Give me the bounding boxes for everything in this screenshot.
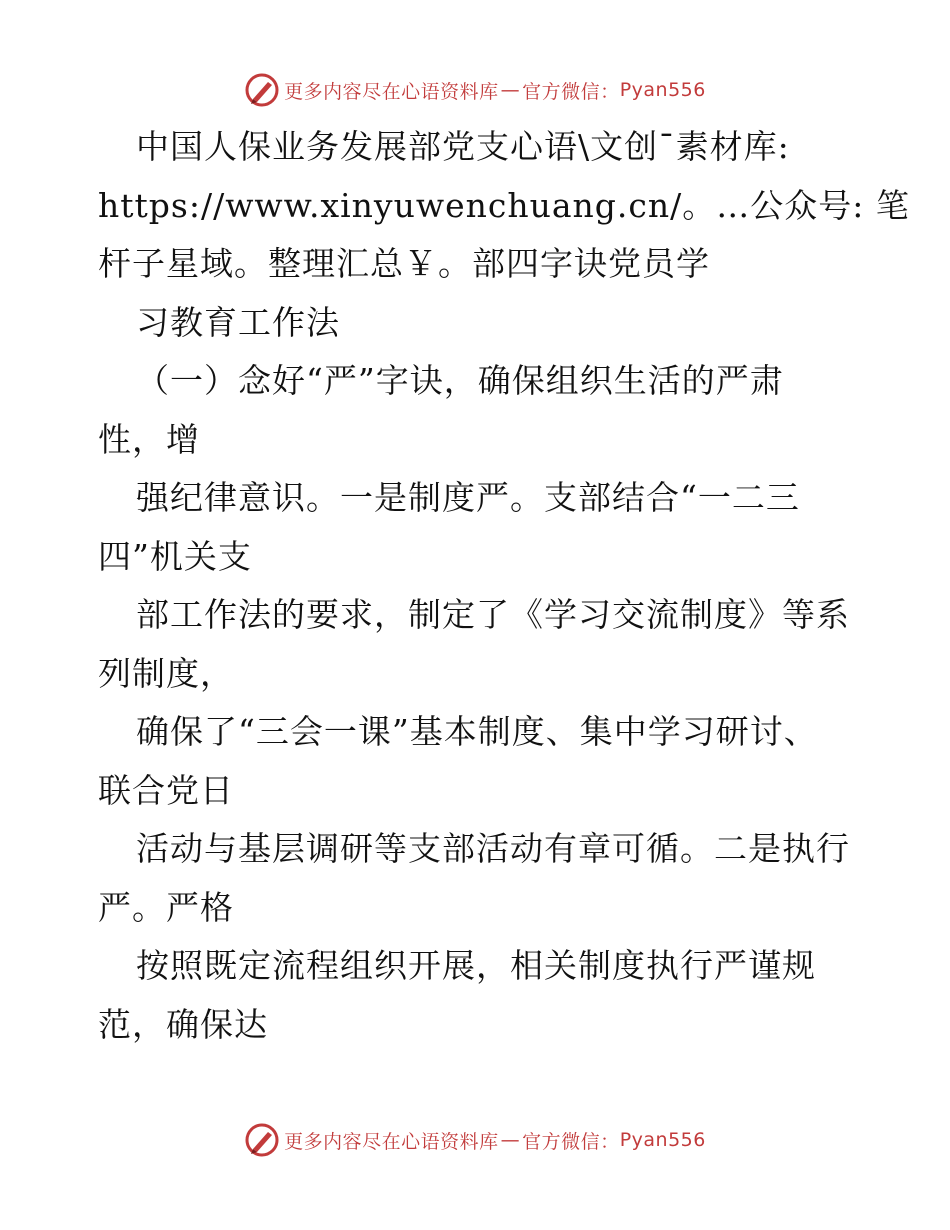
text-line: 部工作法的要求，制定了《学习交流制度》等系: [136, 595, 850, 634]
text-line: 范，确保达: [98, 1004, 268, 1044]
text-line: 强纪律意识。一是制度严。支部结合“一二三: [136, 478, 800, 517]
text-line: 联合党日: [98, 770, 234, 810]
text-line: （一）念好“严”字诀，确保组织生活的严肃: [136, 361, 784, 400]
text-line: 按照既定流程组织开展，相关制度执行严谨规: [136, 946, 816, 985]
banner-main-text: 更多内容尽在心语资料库: [284, 1130, 499, 1153]
text-line: 性，增: [98, 419, 200, 459]
pen-logo-icon: [244, 1122, 280, 1158]
text-line: 严。严格: [98, 887, 234, 927]
banner-wechat-label: 官方微信：: [522, 1130, 620, 1153]
text-line: 中国人保业务发展部党支心语\文创¯素材库:: [136, 127, 790, 166]
footer-banner: [0, 1120, 950, 1160]
text-line: https://www.xinyuwenchuang.cn/。…公众号: 笔: [98, 185, 910, 225]
pen-logo-icon: [244, 72, 280, 108]
header-banner: [0, 70, 950, 110]
text-line: 活动与基层调研等支部活动有章可循。二是执行: [136, 829, 850, 868]
banner-separator: —: [500, 79, 521, 101]
banner-wechat-id: Pyan556: [619, 1129, 706, 1151]
banner-wechat-label: 官方微信：: [522, 80, 620, 103]
document-body: [98, 118, 910, 1054]
text-line: 确保了“三会一课”基本制度、集中学习研讨、: [136, 712, 818, 751]
banner-main-text: 更多内容尽在心语资料库: [284, 80, 499, 103]
text-line: 习教育工作法: [136, 302, 340, 342]
banner-separator: —: [500, 1129, 521, 1151]
text-line: 四”机关支: [98, 536, 252, 576]
text-line: 杆子星域。整理汇总￥。部四字诀党员学: [98, 244, 710, 283]
banner-wechat-id: Pyan556: [619, 79, 706, 101]
text-line: 列制度，: [98, 653, 234, 693]
